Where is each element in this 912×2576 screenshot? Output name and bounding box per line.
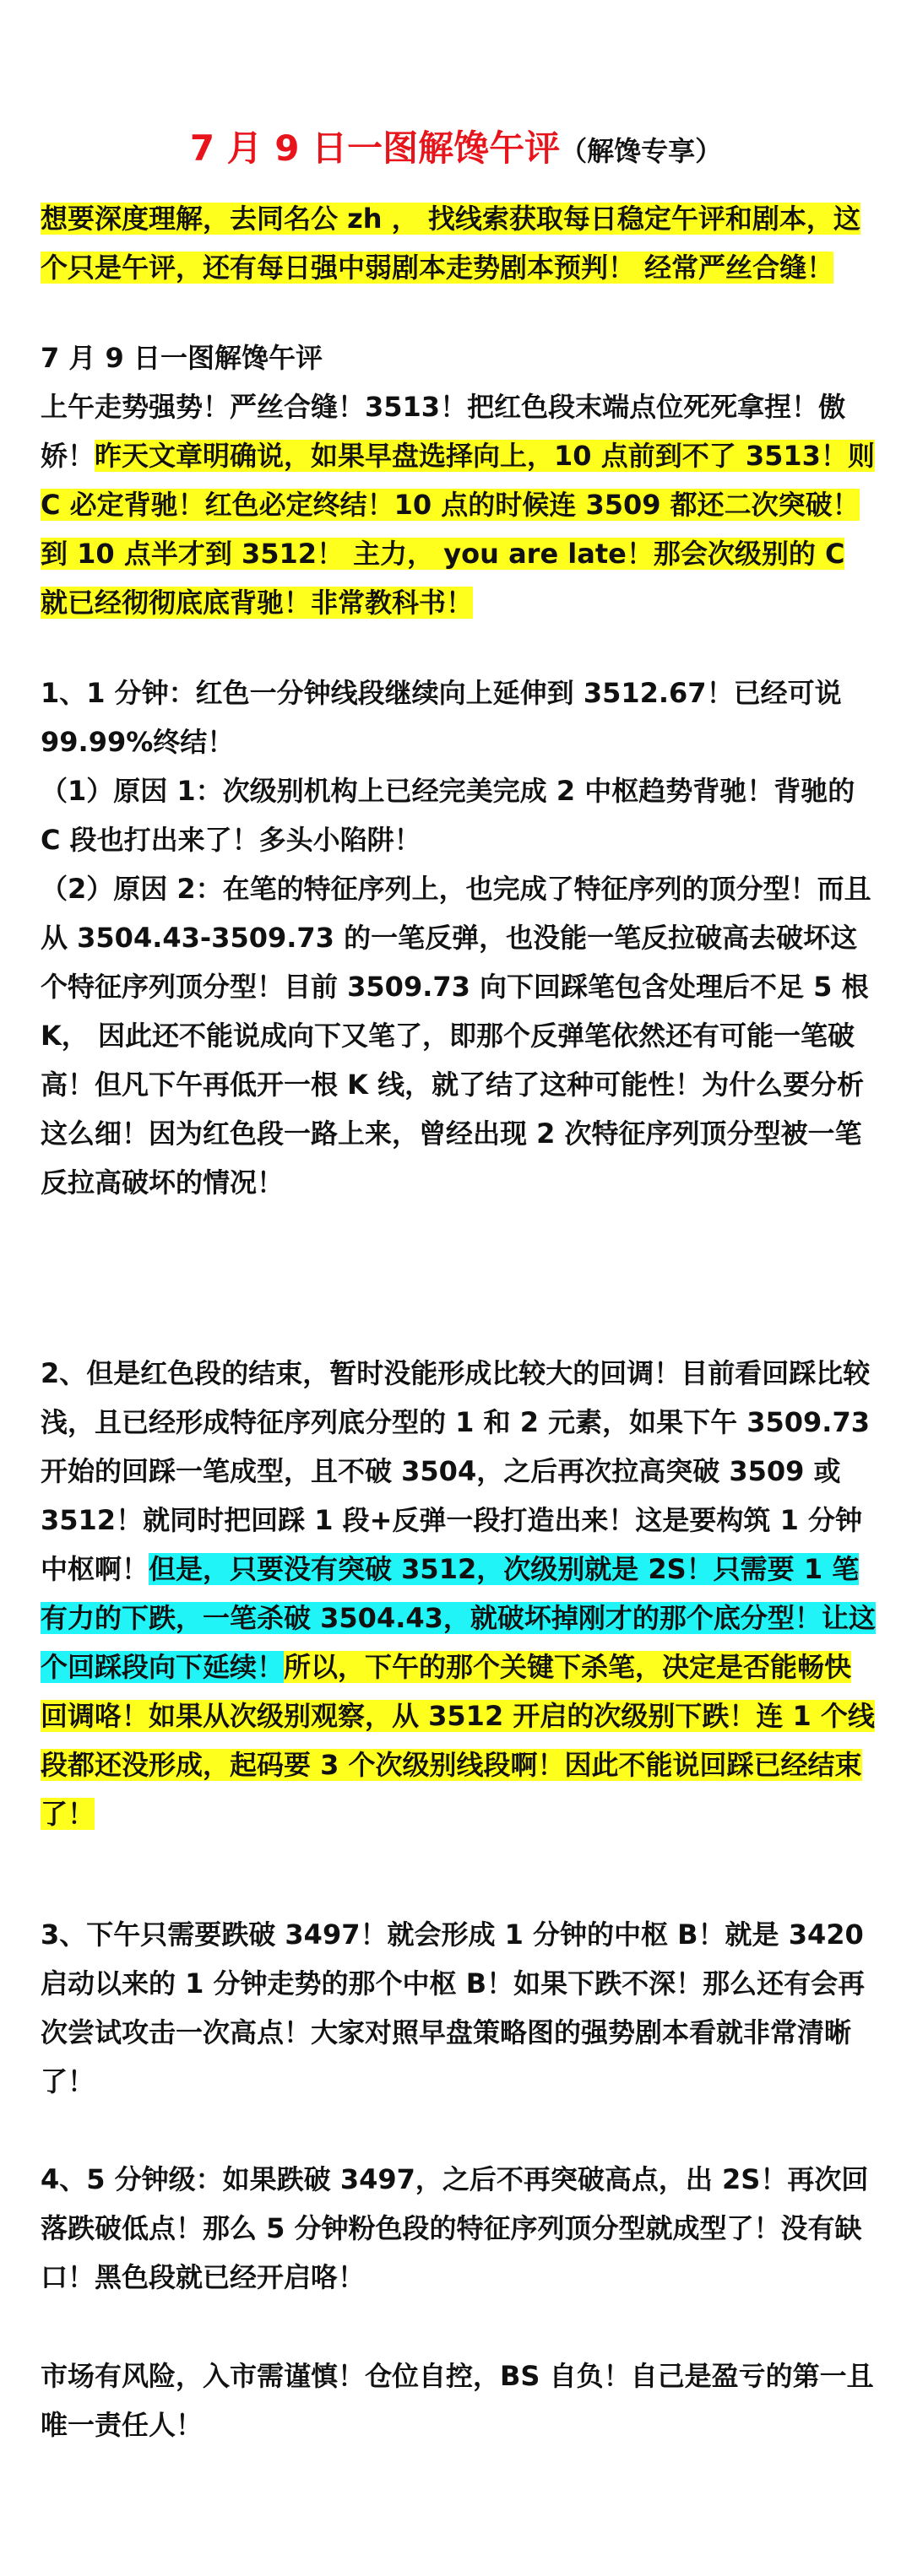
title-main: 7 月 9 日一图解馋午评 — [189, 127, 561, 169]
point-3: 3、下午只需要跌破 3497！就会形成 1 分钟的中枢 B！就是 3420 启动以来的 1 分钟走势的那个中枢 B！如果下跌不深！那么还有会再次尝试攻击一次高点！大家对照早盘策略图的强势剧本看就非常清晰了！ — [41, 1918, 866, 2097]
intro-highlight: 想要深度理解，去同名公 zh ， 找线索获取每日稳定午评和剧本，这个只是午评，还有每日强中弱剧本走势剧本预判！ 经常严丝合缝！ — [41, 203, 860, 284]
section-title: 7 月 9 日一图解馋午评 — [41, 342, 323, 374]
paragraph-1-plain: 上午走势强势！严丝合缝！3513！把红色段末端点位死死拿捏！傲娇！ — [41, 391, 846, 472]
point-4: 4、5 分钟级：如果跌破 3497，之后不再突破高点，出 2S！再次回落跌破低点！那么 5 分钟粉色段的特征序列顶分型就成型了！没有缺口！黑色段就已经开启咯！ — [41, 2163, 869, 2293]
point-2-yellow-highlight: 所以，下午的那个关键下杀笔，决定是否能畅快回调咯！如果从次级别观察，从 3512 开启的次级别下跌！连 1 个线段都还没形成，起码要 3 个次级别线段啊！因此不能说回踩已经结束了！ — [41, 1651, 875, 1830]
intro-paragraph — [41, 194, 877, 292]
point-2-plain: 2、但是红色段的结束，暂时没能形成比较大的回调！目前看回踩比较浅，且已经形成特征序列底分型的 1 和 2 元素，如果下午 3509.73 开始的回踩一笔成型，且不破 3504，之后再次拉高突破 3509 或 3512！就同时把回踩 1 段+反弹一段打造出来！这是要构筑 1 分钟中枢啊！ — [41, 1357, 871, 1585]
point-1-reason-1: （1）原因 1：次级别机构上已经完美完成 2 中枢趋势背驰！背驰的 C 段也打出来了！多头小陷阱！ — [41, 775, 855, 856]
risk-disclaimer: 市场有风险，入市需谨慎！仓位自控，BS 自负！自己是盈亏的第一且唯一责任人！ — [41, 2360, 874, 2441]
point-2-cyan-highlight: 但是，只要没有突破 3512，次级别就是 2S！只需要 1 笔有力的下跌，一笔杀破 3504.43，就破坏掉刚才的那个底分型！让这个回踩段向下延续！ — [41, 1553, 876, 1683]
paragraph-1-highlight: 昨天文章明确说，如果早盘选择向上，10 点前到不了 3513！则 C 必定背驰！红色必定终结！10 点的时候连 3509 都还二次突破！到 10 点半才到 3512！ 主力， you are late！那会次级别的 C 就已经彻彻底底背驰！非常教科书！ — [41, 440, 875, 619]
article-title — [0, 123, 912, 181]
point-1-minute: 1、1 分钟：红色一分钟线段继续向上延伸到 3512.67！已经可说 99.99%终结！ — [41, 677, 842, 758]
title-sub: （解馋专享） — [560, 135, 723, 167]
paragraph-1 — [41, 382, 877, 627]
point-1-reason-2: （2）原因 2：在笔的特征序列上，也完成了特征序列的顶分型！而且从 3504.43-3509.73 的一笔反弹，也没能一笔反拉破高去破坏这个特征序列顶分型！目前 3509.73 向下回踩笔包含处理后不足 5 根 K， 因此还不能说成向下又笔了，即那个反弹笔依然还有可能一笔破高！但凡下午再低开一根 K 线，就了结了这种可能性！为什么要分析这么细！因为红色段一路上来，曾经出现 2 次特征序列顶分型被一笔反拉高破坏的情况！ — [41, 873, 871, 1199]
point-2 — [41, 1349, 877, 1838]
